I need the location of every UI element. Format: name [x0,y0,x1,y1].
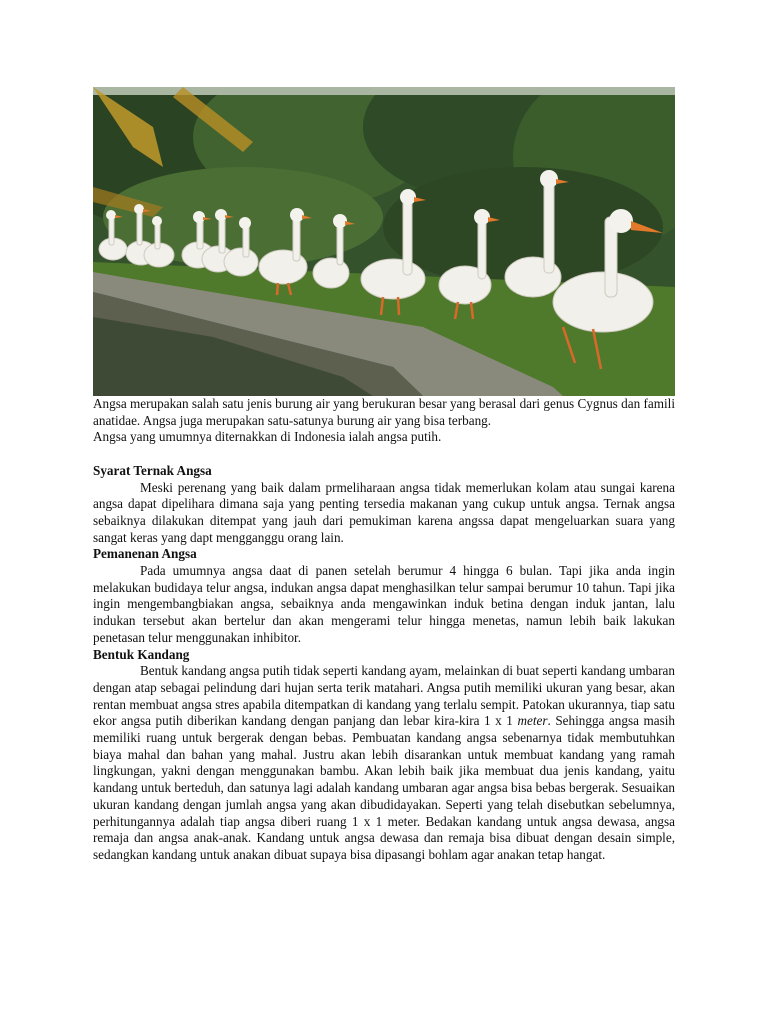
heading-syarat-ternak: Syarat Ternak Angsa [93,462,212,478]
intro-paragraph-2: Angsa yang umumnya diternakkan di Indonesia ialah angsa putih. [93,429,442,445]
heading-pemanenan: Pemanenan Angsa [93,546,197,562]
paragraph-bentuk-kandang [93,663,675,863]
geese-photo [93,87,675,396]
geese-illustration [93,87,675,396]
heading-bentuk-kandang: Bentuk Kandang [93,646,190,662]
spacer [93,446,675,463]
article-body [93,396,675,864]
kandang-text-italic: meter [517,713,548,729]
intro-paragraph-1: Angsa merupakan salah satu jenis burung air yang berukuran besar yang berasal dari genus Cygnus dan famili anatidae. Angsa juga merupakan satu-satunya burung air yang bisa terbang. [93,396,675,428]
paragraph-pemanenan: Pada umumnya angsa daat di panen setelah berumur 4 hingga 6 bulan. Tapi jika anda ingin melakukan budidaya telur angsa, indukan angsa dapat menghasilkan telur sampai berumur 10 tahun. Tapi jika ingin mengembangbiakan angsa, sebaiknya anda mengawinkan induk betina dengan induk jantan, lalu indukan tersebut akan bertelur dan akan mengerami telur hingga menetas, namun lebih baik lakukan penetasan telur menggunakan inhibitor. [93,563,675,645]
kandang-text-part-2: . Sehingga angsa masih memiliki ruang untuk bergerak dengan bebas. Pembuatan kandang angsa sebenarnya tidak membutuhkan biaya mahal dan bahan yang mahal. Justru akan lebih disarankan untuk membuat kandang yang ramah lingkungan, yakni dengan menggunakan bambu. Akan lebih baik jika membuat dua jenis kandang, yaitu kandang untuk berteduh, dan satunya lagi adalah kandang umbaran agar angsa bisa bebas bergerak. Sesuaikan ukuran kandang dengan jumlah angsa yang akan dibudidayakan. Seperti yang telah disebutkan sebelumnya, perhitungannya adalah tiap angsa diberi ruang 1 x 1 meter. Bedakan kandang untuk angsa dewasa, angsa remaja dan angsa anak-anak. Kandang untuk angsa dewasa dan remaja bisa dibuat dengan desain simple, sedangkan kandang untuk anakan dibuat supaya bisa dipasangi bohlam agar anakan tetap hangat. [93,713,676,862]
paragraph-syarat-ternak: Meski perenang yang baik dalam prmeliharaan angsa tidak memerlukan kolam atau sungai karena angsa dapat dipelihara dimana saja yang penting tersedia makanan yang cukup untuk angsa. Ternak angsa sebaiknya dilakukan ditempat yang jauh dari pemukiman karena angssa dapat mengeluarkan suara yang sangat keras yang dapt mengganggu orang lain. [93,479,675,545]
kandang-text-part-1: Bentuk kandang angsa putih tidak seperti kandang ayam, melainkan di buat seperti kandang umbaran dengan atap sebagai pelindung dari hujan serta terik matahari. Angsa putih memiliki ukuran yang besar, akan rentan membuat angsa stres apabila ditempatkan di kandang yang terlalu sempit. Patokan ukurannya, tiap satu ekor angsa putih diberikan kandang dengan panjang dan lebar kira-kira 1 x 1 [93,663,675,729]
